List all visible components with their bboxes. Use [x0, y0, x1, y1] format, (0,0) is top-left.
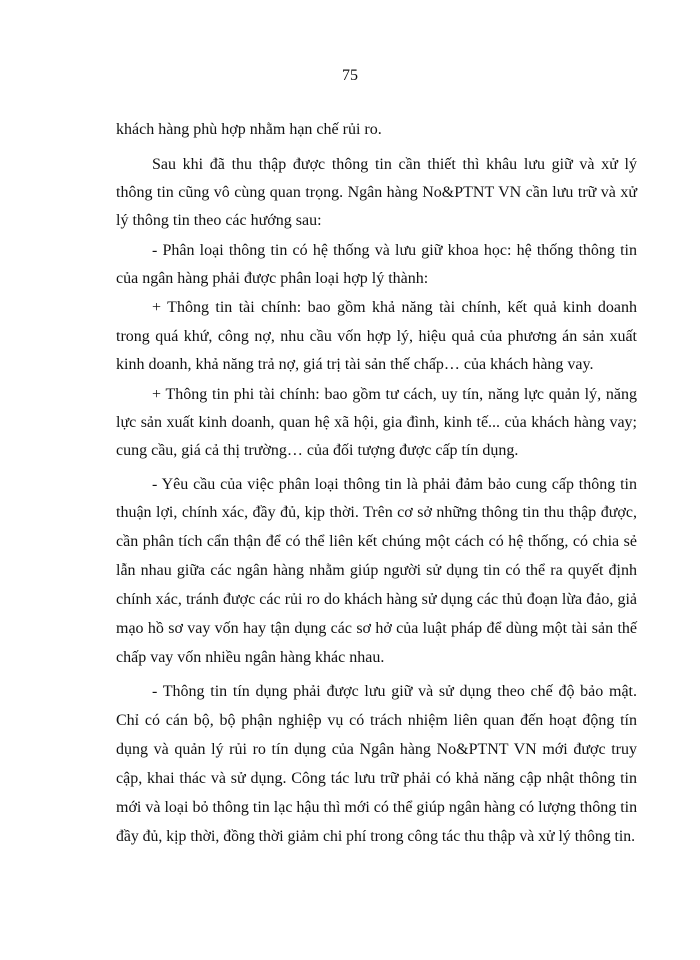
- text-line: chấp vay vốn nhiều ngân hàng khác nhau.: [116, 649, 385, 666]
- text-line: cập, khai thác và sử dụng. Công tác lưu trữ phải có khả năng cập nhật thông tin: [116, 770, 637, 787]
- text-line: Chỉ có cán bộ, bộ phận nghiệp vụ có trách nhiệm liên quan đến hoạt động tín: [116, 712, 637, 729]
- text-line: - Phân loại thông tin có hệ thống và lưu giữ khoa học: hệ thống thông tin: [152, 242, 637, 259]
- text-line: + Thông tin tài chính: bao gồm khả năng tài chính, kết quả kinh doanh: [152, 299, 637, 316]
- text-line: lẫn nhau giữa các ngân hàng nhằm giúp người sử dụng tin có thể ra quyết định: [116, 562, 637, 579]
- text-line: dụng và quản lý rủi ro tín dụng của Ngân hàng No&PTNT VN mới được truy: [116, 741, 637, 758]
- text-line: thuận lợi, chính xác, đầy đủ, kịp thời. Trên cơ sở những thông tin thu thập được,: [116, 504, 637, 521]
- text-line: kinh doanh, khả năng trả nợ, giá trị tài sản thế chấp… của khách hàng vay.: [116, 356, 594, 373]
- text-line: mạo hồ sơ vay vốn hay tận dụng các sơ hở của luật pháp để dùng một tài sản thế: [116, 620, 637, 637]
- text-line: cung cầu, giá cả thị trường… của đối tượng được cấp tín dụng.: [116, 442, 519, 459]
- text-line: + Thông tin phi tài chính: bao gồm tư cách, uy tín, năng lực quản lý, năng: [152, 386, 637, 403]
- text-line: cần phân tích cẩn thận để có thể liên kết chúng một cách có hệ thống, có chia sẻ: [116, 533, 637, 550]
- text-line: Sau khi đã thu thập được thông tin cần thiết thì khâu lưu giữ và xử lý: [152, 156, 637, 173]
- text-line: chính xác, tránh được các rủi ro do khách hàng sử dụng các thủ đoạn lừa đảo, giả: [116, 591, 637, 608]
- text-line: khách hàng phù hợp nhằm hạn chế rủi ro.: [116, 121, 382, 138]
- text-line: trong quá khứ, công nợ, nhu cầu vốn hợp lý, hiệu quả của phương án sản xuất: [116, 328, 637, 345]
- text-line: mới và loại bỏ thông tin lạc hậu thì mới có thể giúp ngân hàng có lượng thông tin: [116, 799, 638, 816]
- page-number: 75: [342, 67, 358, 84]
- text-line: - Thông tin tín dụng phải được lưu giữ và sử dụng theo chế độ bảo mật.: [152, 683, 637, 700]
- text-line: lý thông tin theo các hướng sau:: [116, 212, 322, 229]
- text-line: thông tin cũng vô cùng quan trọng. Ngân hàng No&PTNT VN cần lưu trữ và xử: [116, 184, 637, 201]
- text-line: của ngân hàng phải được phân loại hợp lý thành:: [116, 270, 429, 287]
- text-line: đầy đủ, kịp thời, đồng thời giảm chi phí trong công tác thu thập và xử lý thông tin.: [116, 828, 636, 845]
- text-line: - Yêu cầu của việc phân loại thông tin là phải đảm bảo cung cấp thông tin: [152, 476, 637, 493]
- text-line: lực sản xuất kinh doanh, quan hệ xã hội, gia đình, kinh tế... của khách hàng vay;: [116, 414, 637, 431]
